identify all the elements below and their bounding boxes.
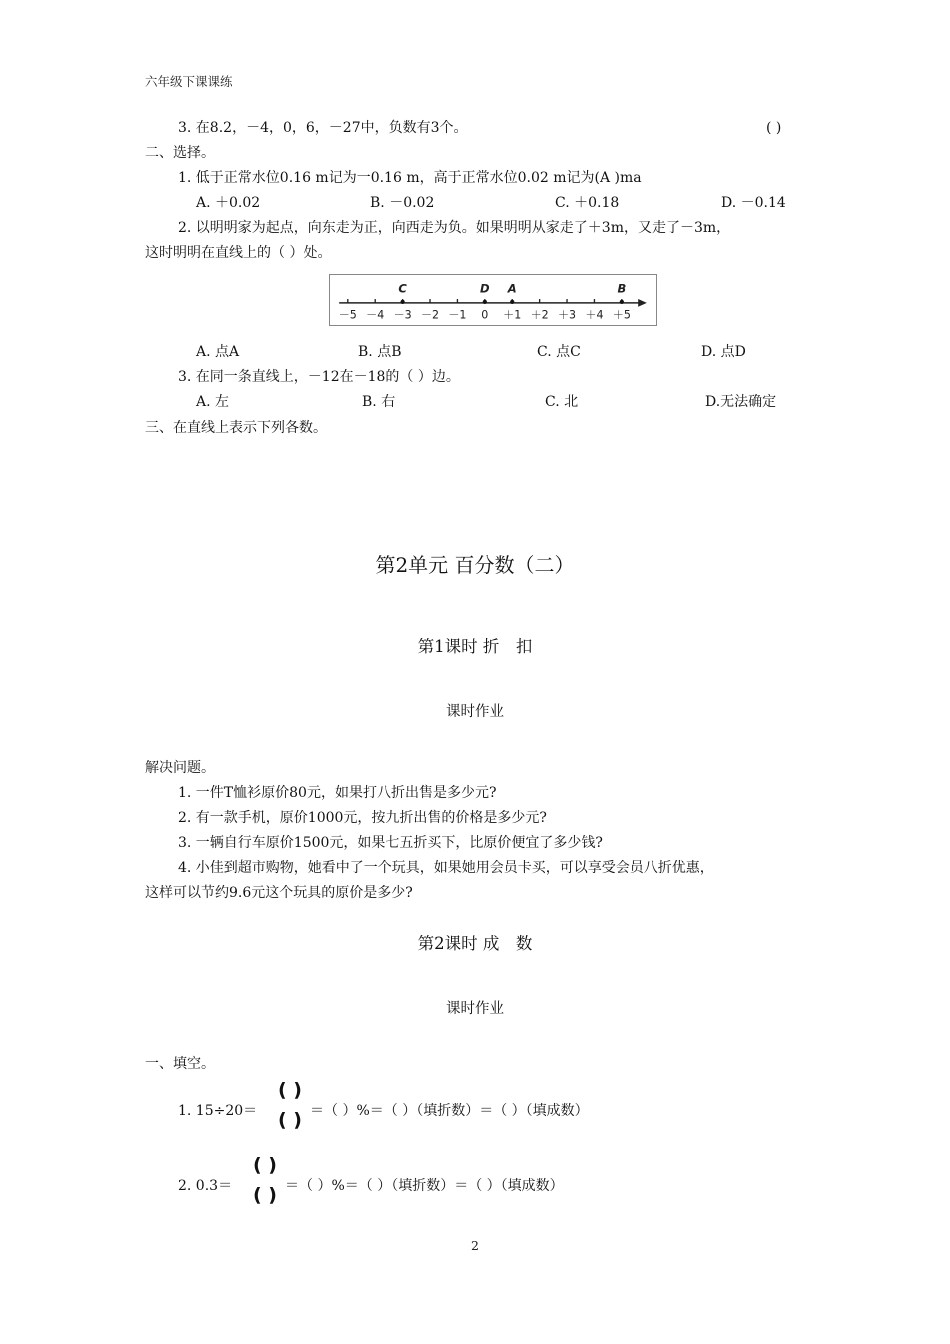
fill-1-prefix: 1. 15÷20＝ bbox=[178, 1103, 258, 1119]
judge-question-3: 3. 在8.2，－4，0，6，－27中，负数有3个。 bbox=[178, 120, 468, 136]
denominator-blank: ( ) bbox=[253, 1184, 277, 1206]
problem-4-line2: 这样可以节约9.6元这个玩具的原价是多少? bbox=[145, 885, 413, 901]
lesson-1-title: 第1课时 折 扣 bbox=[417, 637, 533, 656]
problem-1: 1. 一件T恤衫原价80元，如果打八折出售是多少元? bbox=[178, 785, 497, 801]
lesson-1-subtitle: 课时作业 bbox=[446, 704, 504, 720]
answer-paren: ( ) bbox=[766, 120, 782, 136]
tick-label: ＋4 bbox=[585, 308, 604, 322]
task-title: 解决问题。 bbox=[145, 760, 215, 776]
problem-3: 3. 一辆自行车原价1500元，如果七五折买下，比原价便宜了多少钱? bbox=[178, 835, 603, 851]
point-marker bbox=[483, 300, 487, 304]
tick-label: ＋5 bbox=[612, 308, 631, 322]
task-title: 一、填空。 bbox=[145, 1056, 215, 1072]
option-d: D. －0.14 bbox=[721, 195, 786, 211]
problem-4-line1: 4. 小佳到超市购物，她看中了一个玩具，如果她用会员卡买，可以享受会员八折优惠， bbox=[178, 860, 714, 876]
option-c: C. 北 bbox=[545, 394, 579, 410]
tick-label: －2 bbox=[420, 308, 440, 322]
choice-question-2-line2: 这时明明在直线上的（ ）处。 bbox=[145, 245, 332, 261]
tick-label: ＋3 bbox=[557, 308, 577, 322]
tick-label: －5 bbox=[338, 308, 357, 322]
option-d: D. 点D bbox=[701, 344, 746, 360]
tick-label: ＋1 bbox=[503, 308, 522, 322]
option-d: D.无法确定 bbox=[705, 394, 777, 410]
point-label: C bbox=[398, 281, 407, 296]
option-a: A. ＋0.02 bbox=[196, 195, 261, 211]
point-label: B bbox=[617, 281, 627, 296]
choice-question-1: 1. 低于正常水位0.16 m记为一0.16 m，高于正常水位0.02 m记为(A )ma bbox=[178, 170, 642, 186]
tick-label: －3 bbox=[393, 308, 412, 322]
option-a: A. 点A bbox=[196, 344, 240, 360]
lesson-2-subtitle: 课时作业 bbox=[446, 1001, 504, 1017]
page-number: 2 bbox=[471, 1238, 479, 1253]
tick-label: ＋2 bbox=[530, 308, 549, 322]
fill-2-suffix: ＝（ ）%＝（ ）（填折数）＝（ ）（填成数） bbox=[285, 1178, 564, 1194]
section-title-numberline: 三、在直线上表示下列各数。 bbox=[145, 420, 327, 436]
option-b: B. 点B bbox=[358, 344, 402, 360]
point-marker bbox=[401, 300, 405, 304]
option-b: B. －0.02 bbox=[370, 195, 435, 211]
choice-question-2-line1: 2. 以明明家为起点，向东走为正，向西走为负。如果明明从家走了＋3m，又走了－3m， bbox=[178, 220, 731, 236]
option-a: A. 左 bbox=[196, 394, 230, 410]
option-b: B. 右 bbox=[362, 394, 396, 410]
numerator-blank: ( ) bbox=[278, 1079, 302, 1101]
number-line-figure bbox=[329, 274, 657, 326]
point-marker bbox=[620, 300, 624, 304]
problem-2: 2. 有一款手机，原价1000元，按九折出售的价格是多少元? bbox=[178, 810, 547, 826]
fill-2-prefix: 2. 0.3＝ bbox=[178, 1178, 233, 1194]
point-marker bbox=[510, 300, 514, 304]
option-c: C. 点C bbox=[537, 344, 581, 360]
tick-label: －1 bbox=[448, 308, 467, 322]
option-c: C. ＋0.18 bbox=[555, 195, 620, 211]
page-header: 六年级下课课练 bbox=[145, 74, 233, 89]
point-label: D bbox=[480, 281, 490, 296]
tick-label: －4 bbox=[366, 308, 385, 322]
point-label: A bbox=[507, 281, 517, 296]
denominator-blank: ( ) bbox=[278, 1109, 302, 1131]
tick-label: 0 bbox=[481, 308, 489, 322]
number-line-arrowhead bbox=[638, 299, 647, 307]
section-title-choice: 二、选择。 bbox=[145, 145, 215, 161]
lesson-2-title: 第2课时 成 数 bbox=[417, 934, 533, 953]
choice-question-3: 3. 在同一条直线上，－12在－18的（ ）边。 bbox=[178, 369, 460, 385]
numerator-blank: ( ) bbox=[253, 1154, 277, 1176]
unit-title: 第2单元 百分数（二） bbox=[375, 553, 575, 577]
fill-1-suffix: ＝（ ）%＝（ ）（填折数）＝（ ）（填成数） bbox=[310, 1103, 589, 1119]
